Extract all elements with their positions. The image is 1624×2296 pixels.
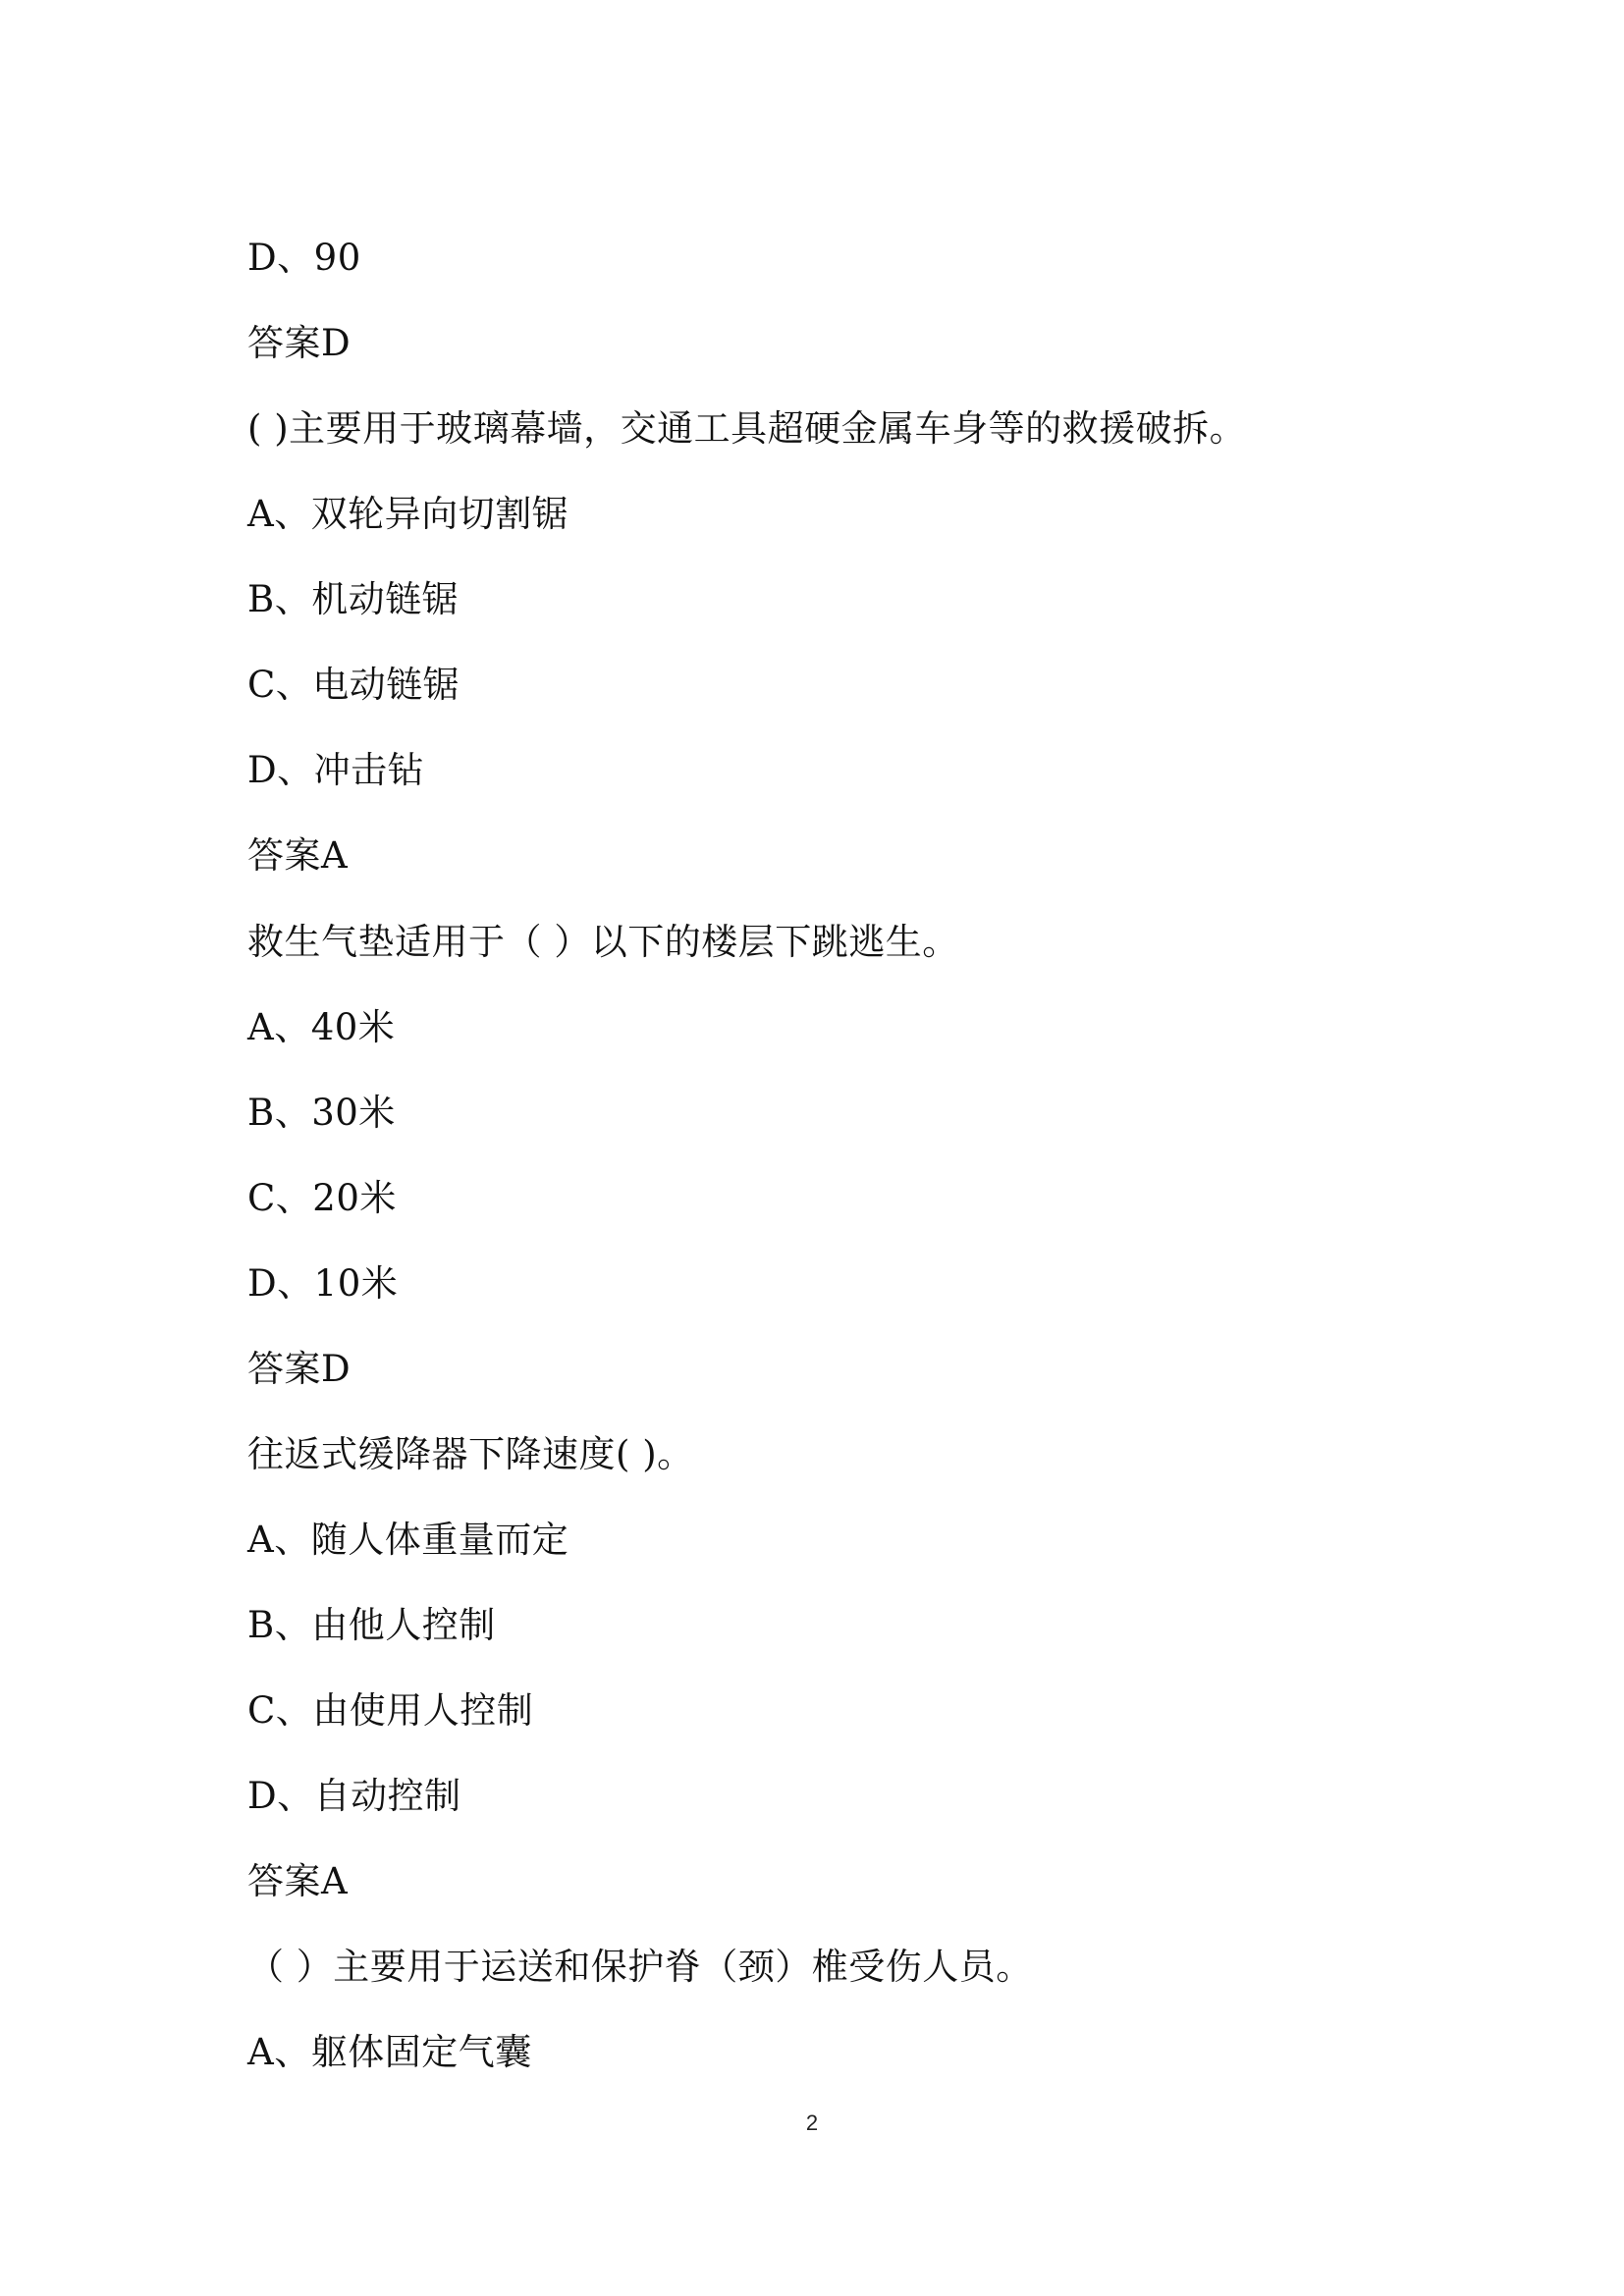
question-text: 救生气垫适用于（ ）以下的楼层下跳逃生。 [247,921,959,963]
option-c: C、20米 [247,1177,397,1219]
option-b: B、由他人控制 [247,1604,496,1646]
question-text: 往返式缓降器下降速度( )。 [247,1433,694,1475]
option-a: A、40米 [247,1006,396,1048]
option-b: B、机动链锯 [247,578,460,620]
option-a: A、躯体固定气囊 [247,2031,532,2073]
option-a: A、随人体重量而定 [247,1519,569,1561]
answer-line: 答案A [247,834,349,877]
option-b: B、30米 [247,1092,396,1134]
option-c: C、由使用人控制 [247,1689,534,1732]
answer-line: 答案D [247,1348,352,1390]
page-number: 2 [805,2110,819,2135]
answer-line: 答案A [247,1860,349,1902]
option-c: C、电动链锯 [247,664,460,706]
option-d: D、冲击钻 [247,749,425,791]
option-d: D、自动控制 [247,1775,461,1817]
option-d: D、10米 [247,1262,399,1305]
question-text: ( )主要用于玻璃幕墙，交通工具超硬金属车身等的救援破拆。 [247,407,1247,450]
question-text: （ ）主要用于运送和保护脊（颈）椎受伤人员。 [247,1946,1033,1988]
option-d-90: D、90 [247,237,361,279]
option-a: A、双轮异向切割锯 [247,493,569,535]
answer-line: 答案D [247,322,352,364]
